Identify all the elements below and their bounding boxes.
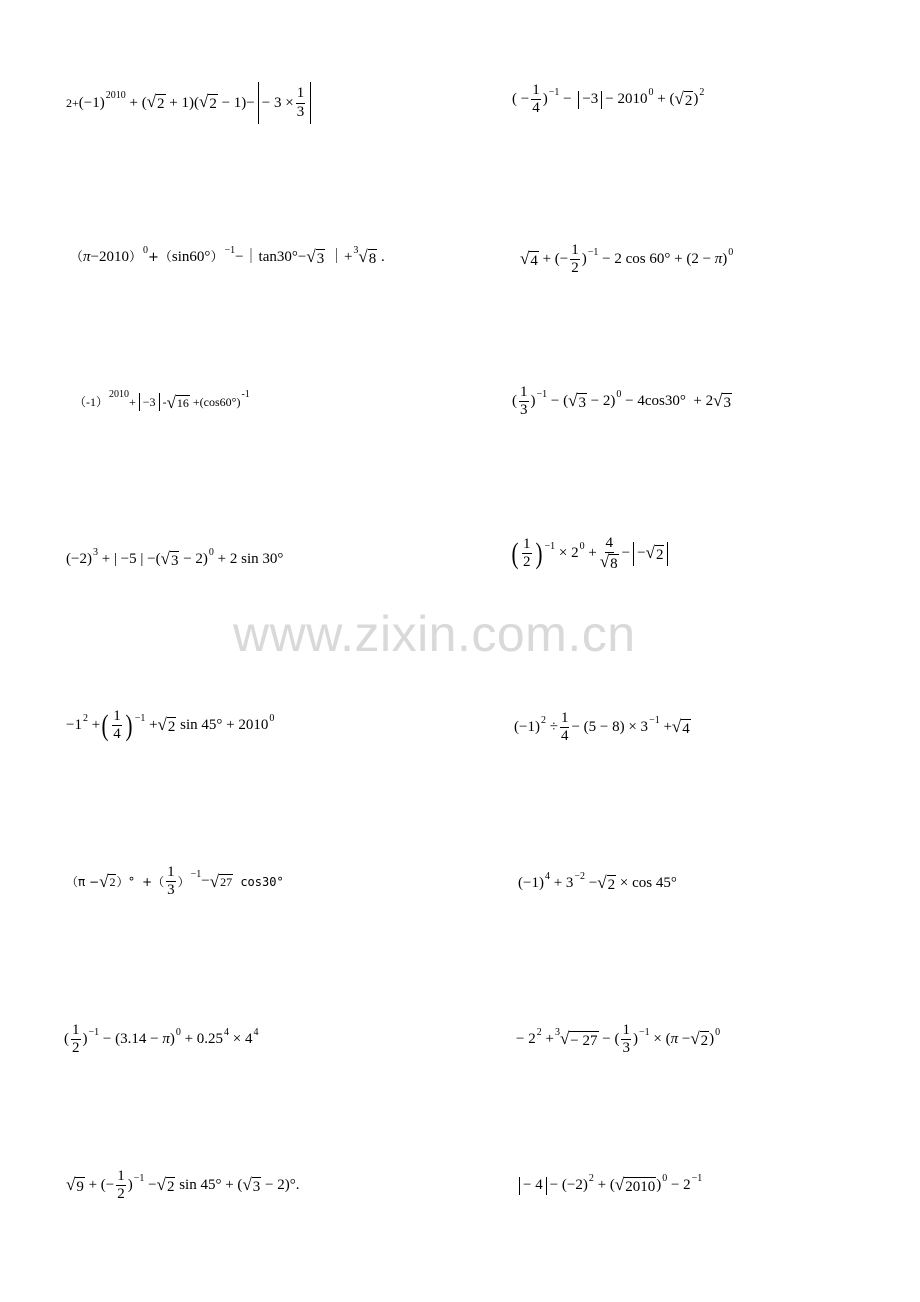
- problem-16: − 4 − (−2) 2 + ( √ 2010 ) 0 − 2 −1: [516, 1176, 702, 1196]
- problem-2: ( − $\frac{1}{4}$ ) −1 − −3 − 2010 0 + ( √ 2 ) 2: [512, 82, 705, 117]
- problem-5: （-1） 2010 + −3 - √ 16 +(cos60°) -1: [74, 389, 250, 412]
- problem-14: − 2 2 + 3 √ − 27 − ( $\frac{1}{3}$ ) −1 × (π − √ 2 ) 0: [516, 1022, 721, 1057]
- watermark: www.zixin.com.cn: [233, 606, 636, 662]
- problem-13: ( $\frac{1}{2}$ ) −1 − (3.14 − π) 0 + 0.25 4 × 4 4: [64, 1022, 259, 1057]
- problem-8: ( $\frac{1}{2}$ ) −1 × 2 0 + 4 √ 8 − − √ 2: [510, 535, 671, 573]
- problem-4: √ 4 + (− $\frac{1}{2}$ ) −1 − 2 cos 60° + (2 − π) 0: [520, 242, 734, 277]
- problem-15: √ 9 + (− $\frac{1}{2}$ ) −1 − √ 2 sin 45° + ( √ 3 − 2)°.: [66, 1168, 300, 1203]
- problem-1: 2+ (−1) 2010 + ( √ 2 + 1)( √ 2 − 1)− − 3 × $\frac{1}{3}$: [66, 82, 314, 124]
- problem-12: (−1) 4 + 3 −2 − √ 2 × cos 45°: [518, 870, 677, 893]
- problem-11: （π − √ 2 ）° +（ $\frac{1}{3}$ ） −1 − √ 27 cos30°: [66, 864, 284, 899]
- problem-9: −1 2 + ( $\frac{1}{4}$ ) −1 + √ 2 sin 45° + 2010 0: [66, 708, 275, 743]
- problem-7: (−2) 3 + | −5 | −( √ 3 − 2) 0 + 2 sin 30°: [66, 546, 284, 569]
- problem-10: (−1) 2 ÷ $\frac{1}{4}$ − (5 − 8) × 3 −1 + √ 4: [514, 710, 690, 745]
- problem-3: （ π−2010 ） 0 +（ sin60° ） −1 −｜tan30°− √ 3 ｜+ 3 √ 8 .: [70, 244, 385, 267]
- problem-6: ( $\frac{1}{3}$ ) −1 − ( √ 3 − 2) 0 − 4cos30° + 2 √ 3: [512, 384, 731, 419]
